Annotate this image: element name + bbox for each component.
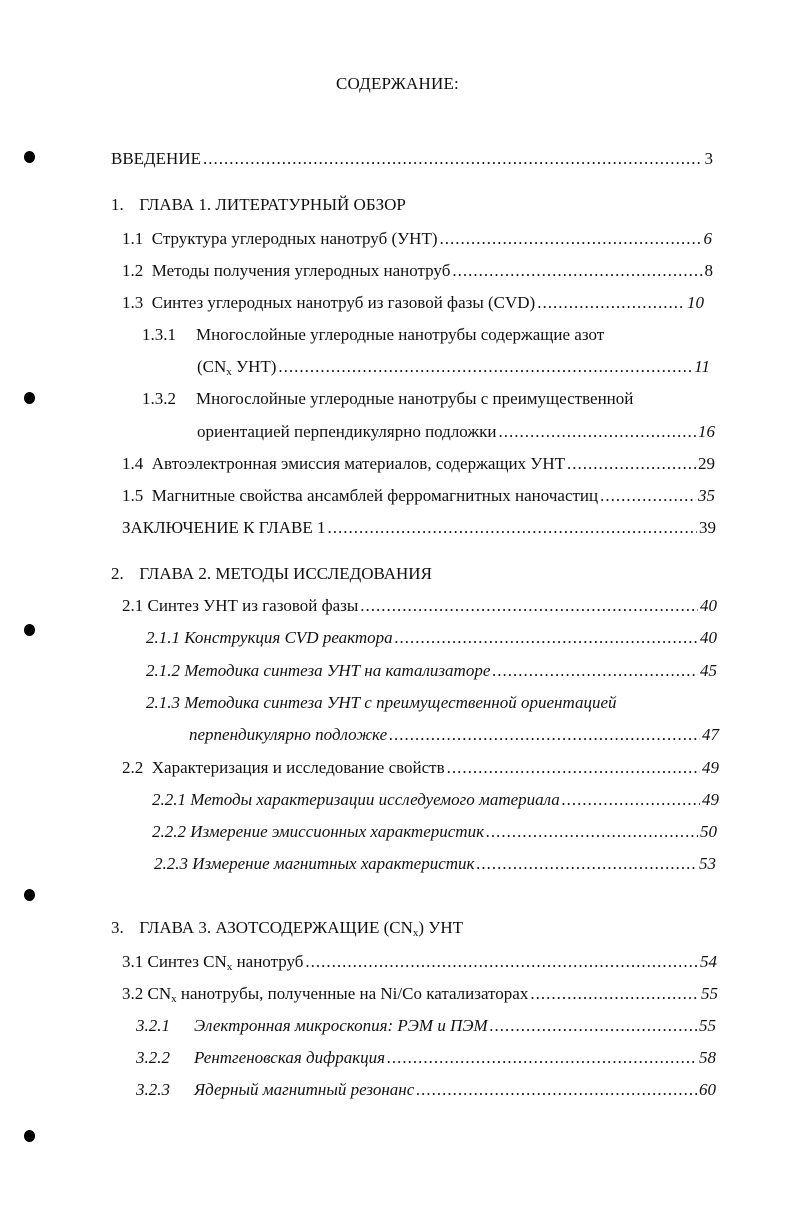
toc-entry-label: 2.1.2 Методика синтеза УНТ на катализаторе <box>146 661 491 680</box>
margin-dot <box>24 151 35 163</box>
leader-dots <box>530 983 699 1005</box>
toc-entry-2-2-2 <box>152 821 717 843</box>
section-number: 2.2 <box>122 758 144 777</box>
leader-dots <box>498 421 696 443</box>
toc-entry-3-2-3 <box>136 1079 716 1101</box>
toc-entry-3-1 <box>122 951 717 973</box>
margin-dot <box>24 624 35 636</box>
toc-entry-label: 2.2.1 Методы характеризации исследуемого материала <box>152 790 560 809</box>
toc-entry-label: 2.2.2 Измерение эмиссионных характеристик <box>152 822 485 841</box>
toc-entry-ch1-conclusion <box>122 517 716 539</box>
toc-entry-3-2 <box>122 983 718 1005</box>
toc-entry-3-2-2 <box>136 1047 716 1069</box>
toc-page-number: 10 <box>687 293 704 312</box>
toc-page-number: 60 <box>699 1080 716 1099</box>
toc-page-number: 53 <box>699 854 716 873</box>
toc-entry-intro <box>111 148 713 170</box>
toc-page-number: 8 <box>704 261 713 280</box>
toc-entry-label: нанотруб <box>232 952 304 971</box>
section-number: 1.5 <box>122 486 144 505</box>
toc-entry-label: Синтез углеродных нанотруб из газовой фазы (CVD) <box>151 293 536 312</box>
chapter-3-heading <box>111 917 463 939</box>
toc-page-number: 29 <box>698 454 715 473</box>
leader-dots <box>447 757 700 779</box>
leader-dots <box>562 789 700 811</box>
leader-dots <box>486 821 698 843</box>
chapter-title: ГЛАВА 1. ЛИТЕРАТУРНЫЙ ОБЗОР <box>139 195 406 214</box>
toc-entry-label: Многослойные углеродные нанотрубы с преимущественной <box>196 389 634 408</box>
toc-entry-label: Методы получения углеродных нанотруб <box>151 261 451 280</box>
chapter-title: ) УНТ <box>418 918 463 937</box>
section-number: 1.4 <box>122 454 144 473</box>
toc-entry-label: Синтез УНТ из газовой фазы <box>147 596 359 615</box>
leader-dots <box>305 951 698 973</box>
toc-entry-2-1-3-line1: 2.1.3 Методика синтеза УНТ с преимущественной ориентацией <box>146 693 617 712</box>
toc-page-number: 54 <box>700 952 717 971</box>
toc-page-number: 40 <box>700 628 717 647</box>
leader-dots <box>477 853 698 875</box>
toc-page-number: 50 <box>700 822 717 841</box>
subscript: x <box>412 927 419 939</box>
toc-page-number: 11 <box>694 357 710 376</box>
toc-entry-label: УНТ) <box>231 357 277 376</box>
page-title: СОДЕРЖАНИЕ: <box>336 74 459 93</box>
toc-page-number: 16 <box>698 422 715 441</box>
toc-entry-1-1 <box>122 228 712 250</box>
subscript: x <box>226 366 232 378</box>
section-number: 3.2.1 <box>136 1016 170 1035</box>
subscript: x <box>171 993 177 1005</box>
chapter-title: ГЛАВА 2. МЕТОДЫ ИССЛЕДОВАНИЯ <box>139 564 432 583</box>
toc-entry-label: Электронная микроскопия: РЭМ и ПЭМ <box>194 1016 488 1035</box>
leader-dots <box>203 148 703 170</box>
leader-dots <box>440 228 702 250</box>
leader-dots <box>360 595 698 617</box>
section-number: 2.1 <box>122 596 144 615</box>
toc-page-number: 40 <box>700 596 717 615</box>
leader-dots <box>389 724 700 746</box>
chapter-title: ГЛАВА 3. АЗОТСОДЕРЖАЩИЕ (CN <box>139 918 413 937</box>
toc-entry-2-1-1 <box>146 627 717 649</box>
subscript: x <box>226 961 233 973</box>
leader-dots <box>278 356 692 378</box>
toc-entry-2-2 <box>122 757 719 779</box>
toc-page-number: 58 <box>699 1048 716 1067</box>
toc-entry-label: Характеризация и исследование свойств <box>151 758 445 777</box>
margin-dot <box>24 889 35 901</box>
toc-entry-label: Синтез CN <box>147 952 227 971</box>
toc-entry-label: Рентгеновская дифракция <box>194 1048 386 1067</box>
toc-entry-1-3 <box>122 292 704 314</box>
toc-entry-2-2-3 <box>154 853 716 875</box>
toc-page-number: 55 <box>699 1016 716 1035</box>
toc-entry-label: 2.1.1 Конструкция CVD реактора <box>146 628 393 647</box>
section-number: 1.1 <box>122 229 144 248</box>
leader-dots <box>452 260 702 282</box>
toc-entry-1-3-1-line2 <box>197 356 710 378</box>
toc-entry-label: 2.2.3 Измерение магнитных характеристик <box>154 854 475 873</box>
toc-entry-2-1 <box>122 595 717 617</box>
leader-dots <box>328 517 697 539</box>
toc-entry-1-3-2-line2 <box>197 421 715 443</box>
leader-dots <box>395 627 698 649</box>
section-number: 3.1 <box>122 952 144 971</box>
toc-page-number: 49 <box>702 790 719 809</box>
leader-dots <box>416 1079 697 1101</box>
toc-entry-2-1-2 <box>146 660 717 682</box>
toc-entry-label: Структура углеродных нанотруб (УНТ) <box>151 229 438 248</box>
toc-page-number: 39 <box>699 518 716 537</box>
chapter-number: 3. <box>111 918 124 937</box>
margin-dot <box>24 392 35 404</box>
section-number: 1.3 <box>122 293 144 312</box>
toc-entry-label: ориентацией перпендикулярно подложки <box>197 422 497 441</box>
margin-dot <box>24 1130 35 1142</box>
toc-entry-label: Многослойные углеродные нанотрубы содержащие азот <box>196 325 605 344</box>
section-number: 3.2.2 <box>136 1048 170 1067</box>
section-number: 1.3.1 <box>142 325 176 344</box>
toc-entry-2-2-1 <box>152 789 719 811</box>
toc-entry-1-3-1-line1 <box>142 324 604 346</box>
toc-entry-label: перпендикулярно подложке <box>189 725 388 744</box>
toc-entry-label: ВВЕДЕНИЕ <box>111 149 201 168</box>
toc-entry-1-4 <box>122 453 715 475</box>
toc-page-number: 6 <box>703 229 712 248</box>
leader-dots <box>537 292 685 314</box>
toc-entry-1-5 <box>122 485 715 507</box>
toc-entry-label: ЗАКЛЮЧЕНИЕ К ГЛАВЕ 1 <box>122 518 326 537</box>
leader-dots <box>492 660 698 682</box>
toc-page-number: 47 <box>702 725 719 744</box>
leader-dots <box>567 453 696 475</box>
chapter-number: 1. <box>111 195 124 214</box>
chapter-number: 2. <box>111 564 124 583</box>
toc-entry-label: нанотрубы, полученные на Ni/Co катализаторах <box>176 984 529 1003</box>
toc-entry-label: CN <box>147 984 172 1003</box>
section-number: 1.2 <box>122 261 144 280</box>
toc-entry-3-2-1 <box>136 1015 716 1037</box>
toc-entry-2-1-3-line2 <box>189 724 719 746</box>
toc-page-number: 3 <box>704 149 713 168</box>
toc-page-number: 45 <box>700 661 717 680</box>
section-number: 3.2 <box>122 984 144 1003</box>
leader-dots <box>387 1047 697 1069</box>
section-number: 3.2.3 <box>136 1080 170 1099</box>
toc-entry-label: (CN <box>197 357 227 376</box>
toc-entry-label: Автоэлектронная эмиссия материалов, содержащих УНТ <box>151 454 566 473</box>
leader-dots <box>490 1015 697 1037</box>
toc-entry-label: Ядерный магнитный резонанс <box>194 1080 415 1099</box>
toc-page-number: 55 <box>701 984 718 1003</box>
leader-dots <box>600 485 696 507</box>
toc-page-number: 35 <box>698 486 715 505</box>
toc-entry-1-3-2-line1 <box>142 388 633 410</box>
chapter-2-heading <box>111 563 432 585</box>
toc-entry-1-2 <box>122 260 713 282</box>
chapter-1-heading <box>111 194 406 216</box>
toc-entry-label: Магнитные свойства ансамблей ферромагнитных наночастиц <box>151 486 599 505</box>
toc-page-number: 49 <box>702 758 719 777</box>
section-number: 1.3.2 <box>142 389 176 408</box>
